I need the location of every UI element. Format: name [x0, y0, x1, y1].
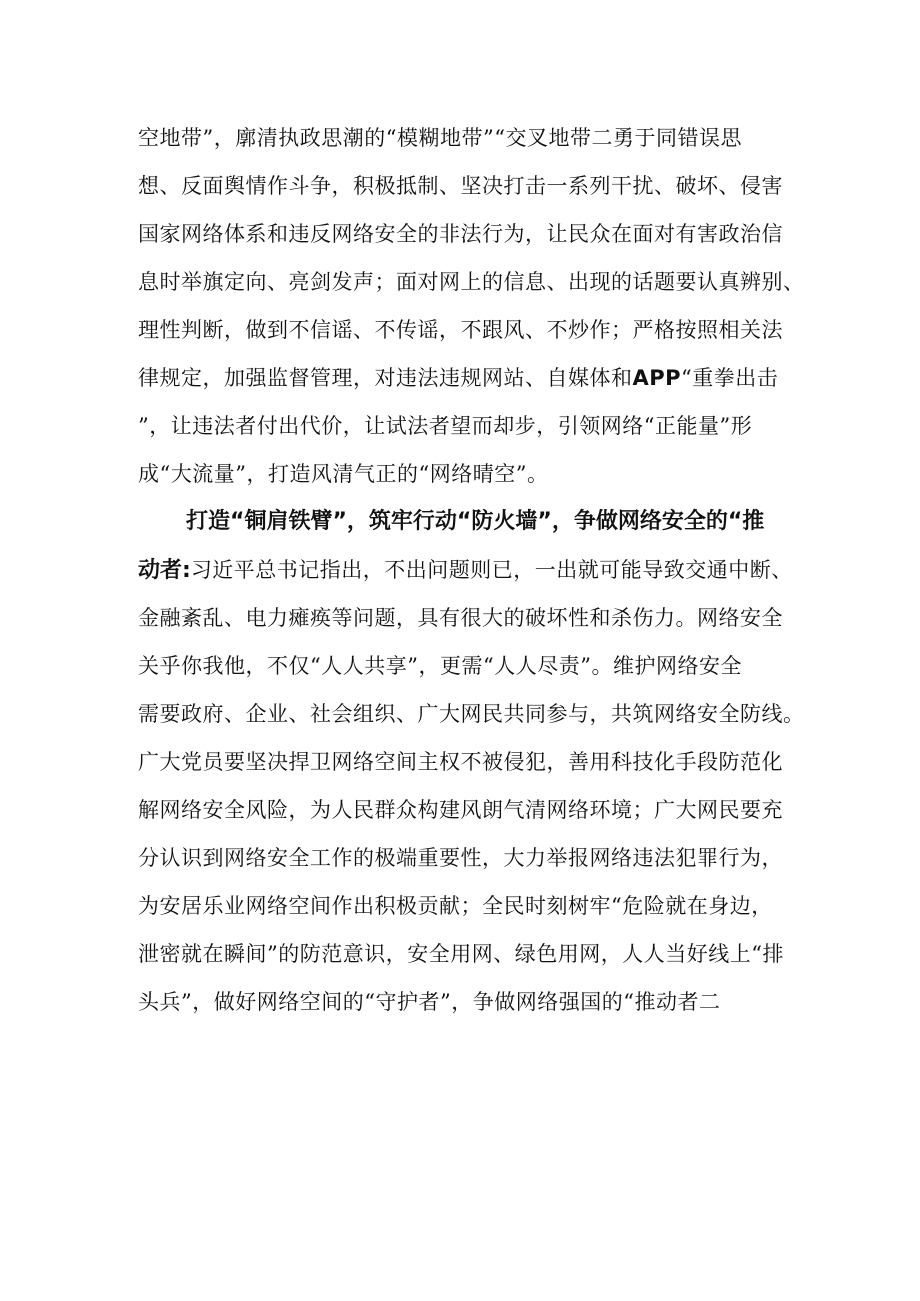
text-line: 需要政府、企业、社会组织、广大网民共同参与，共筑网络安全防线。: [138, 702, 805, 726]
text-span: 习近平总书记指出，不出问题则已，一出就可能导致交通中断、: [190, 558, 793, 582]
section-heading: 打造“铜肩铁臂”，筑牢行动“防火墙”，争做网络安全的“推: [186, 509, 765, 534]
text-span: 律规定，加强监督管理，对违法违规网站、自媒体和: [138, 366, 633, 390]
app-bold-text: APP: [632, 366, 682, 390]
text-span: “重拳出击: [681, 366, 779, 390]
text-line: 头兵”，做好网络空间的“守护者”，争做网络强国的“推动者二: [138, 990, 721, 1014]
heading-continuation-line: [138, 554, 798, 586]
text-line: 想、反面舆情作斗争，积极抵制、坚决打击一系列干扰、破坏、侵害: [138, 174, 783, 198]
text-line: 泄密就在瞬间”的防范意识，安全用网、绿色用网，人人当好线上“排: [138, 942, 784, 966]
heading-bold-tail: 动者:: [138, 558, 191, 583]
text-line: 空地带”，廓清执政思潮的“模糊地带”“交叉地带二勇于同错误思: [138, 126, 742, 150]
text-line: 分认识到网络安全工作的极端重要性，大力举报网络违法犯罪行为，: [138, 846, 783, 870]
text-line: ”，让违法者付出代价，让试法者望而却步，引领网络“正能量”形: [138, 414, 753, 438]
text-line: 金融紊乱、电力瘫痪等问题，具有很大的破坏性和杀伤力。网络安全: [138, 606, 783, 630]
text-line: 关乎你我他，不仅“人人共享”，更需“人人尽责”。维护网络安全: [138, 654, 742, 678]
text-line: 解网络安全风险，为人民群众构建风朗气清网络环境；广大网民要充: [138, 798, 783, 822]
text-line: 息时举旗定向、亮剑发声；面对网上的信息、出现的话题要认真辨别、: [138, 270, 805, 294]
text-line-with-app: [138, 362, 798, 394]
text-line: 理性判断，做到不信谣、不传谣，不跟风、不炒作；严格按照相关法: [138, 318, 783, 342]
text-line: 广大党员要坚决捍卫网络空间主权不被侵犯，善用科技化手段防范化: [138, 750, 783, 774]
text-line: 国家网络体系和违反网络安全的非法行为，让民众在面对有害政治信: [138, 222, 783, 246]
text-line: 成“大流量”，打造风清气正的“网络晴空”。: [138, 462, 549, 486]
text-line: 为安居乐业网络空间作出积极贡献；全民时刻树牢“危险就在身边，: [138, 894, 773, 918]
